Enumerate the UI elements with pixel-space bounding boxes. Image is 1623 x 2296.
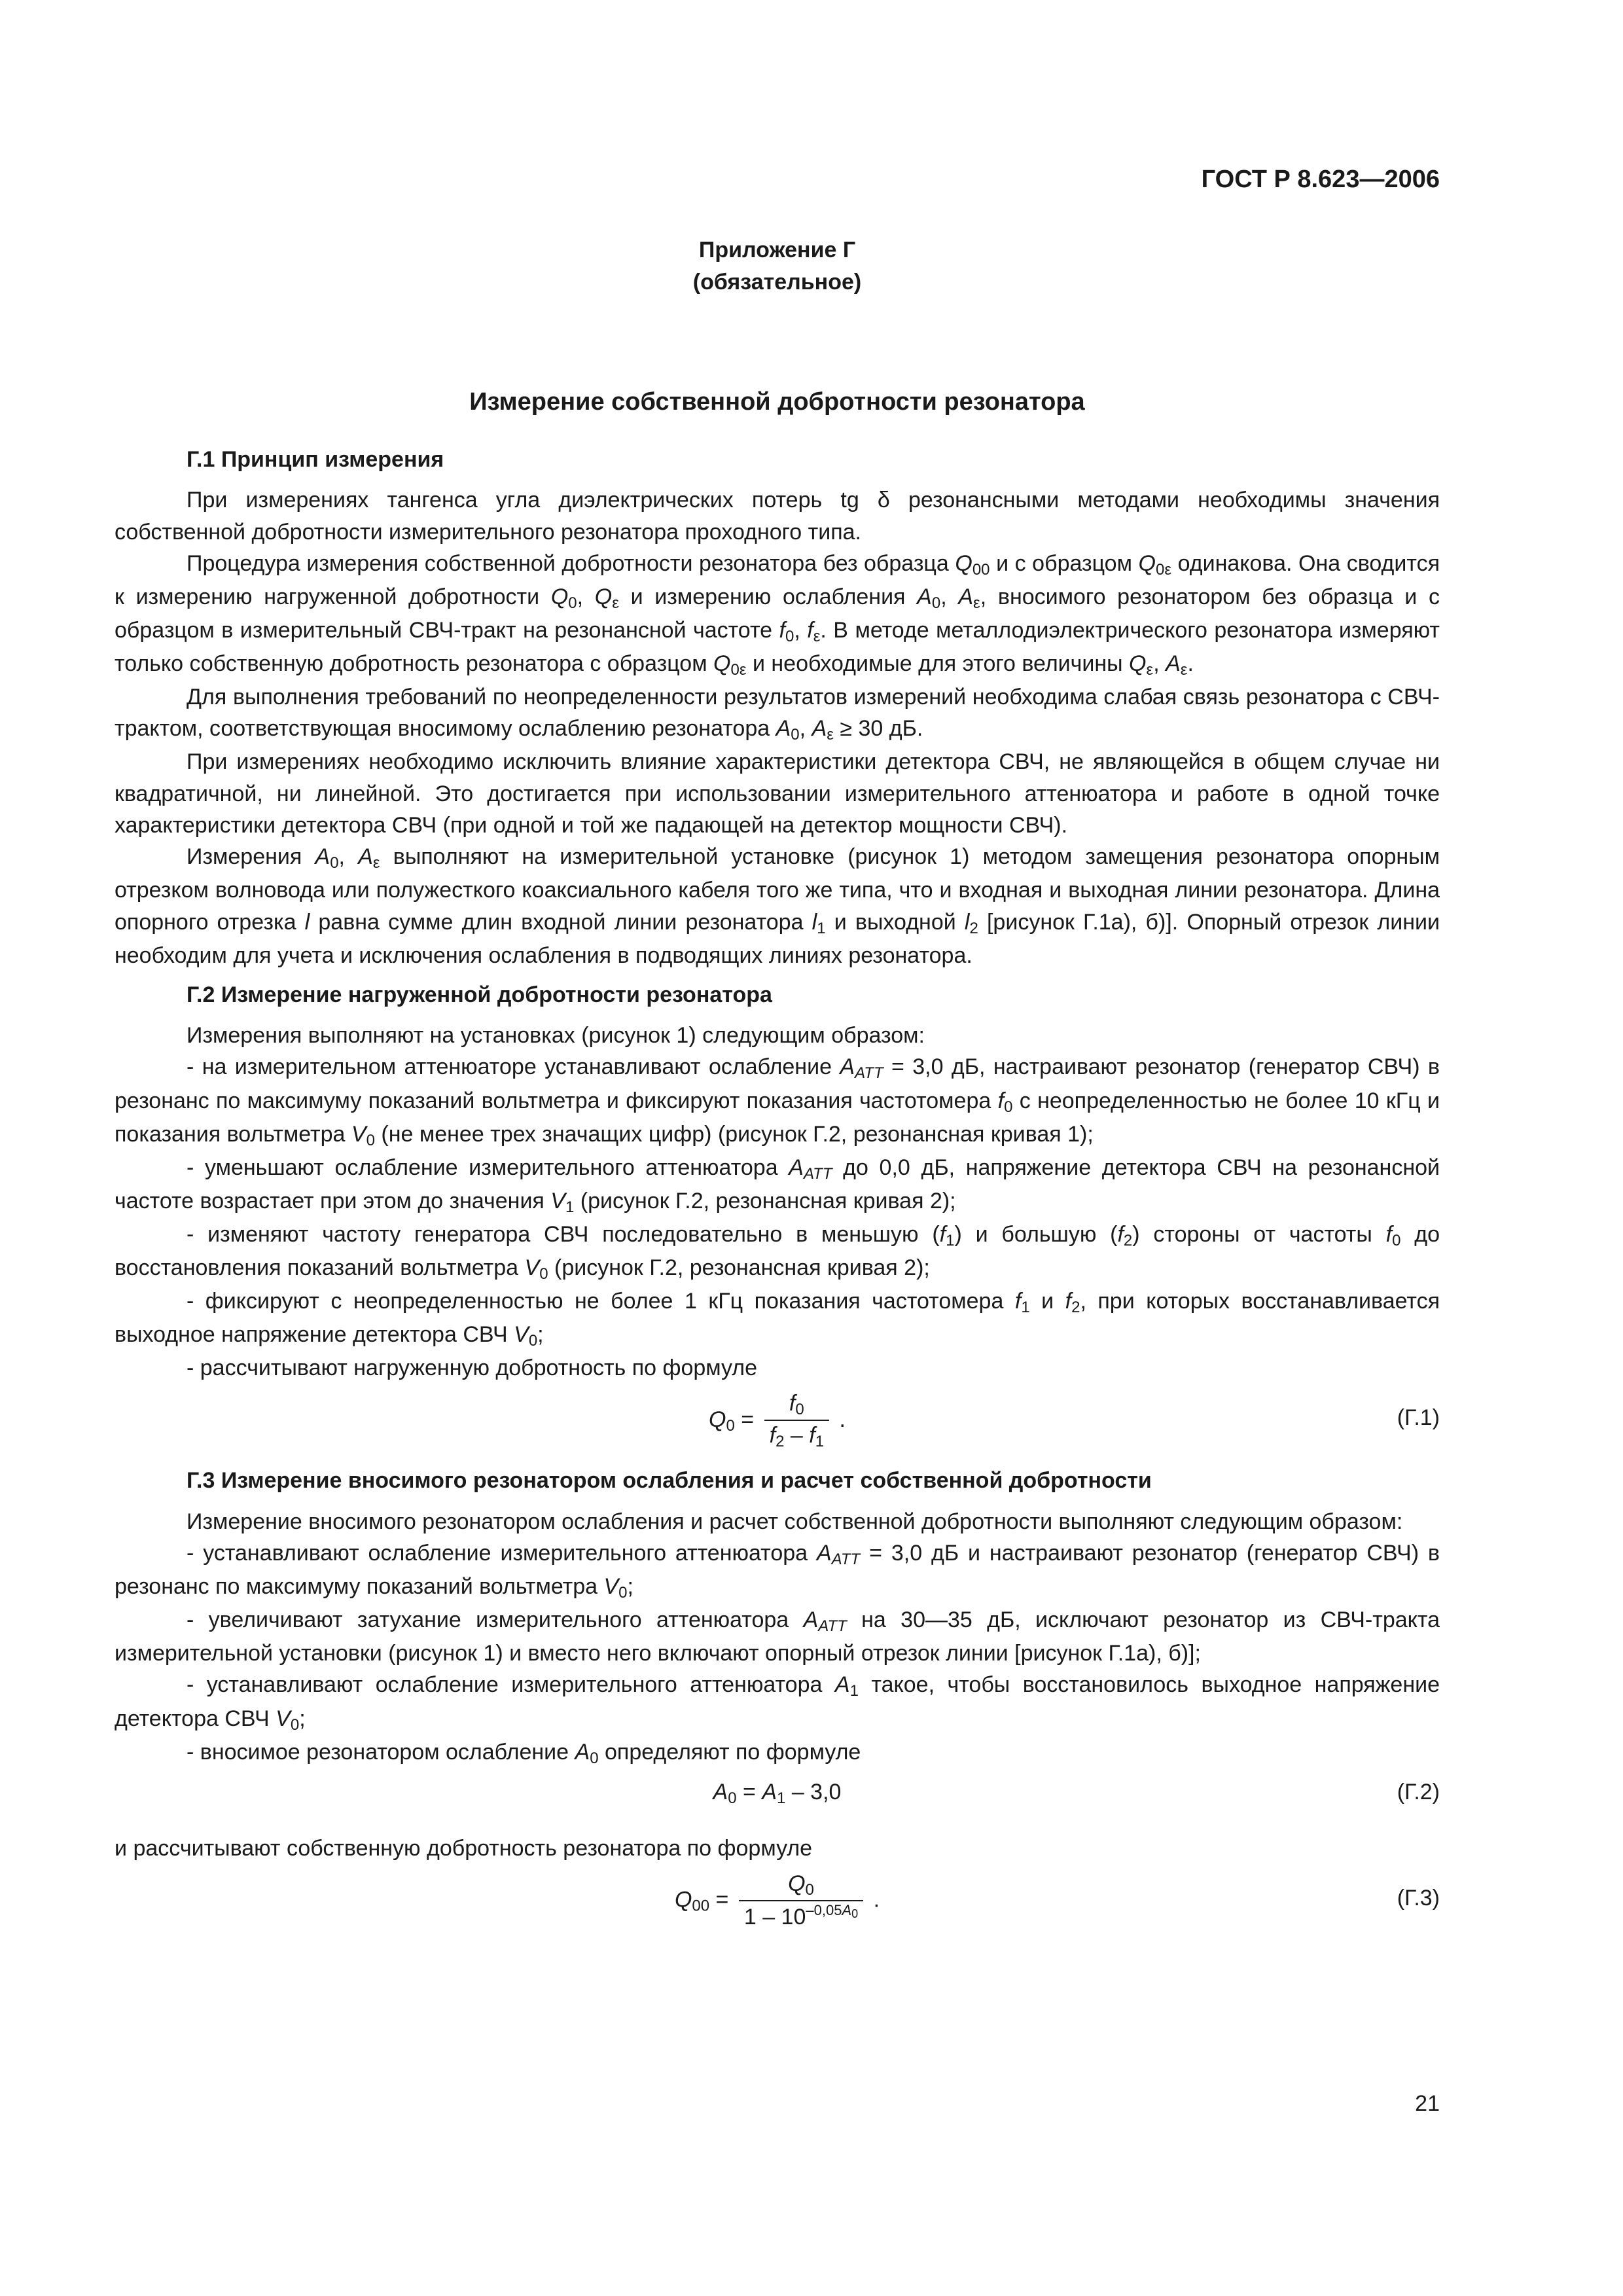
paragraph: При измерениях необходимо исключить влияние характеристики детектора СВЧ, не являющейся в общем случае ни квадратичной, ни линейной. Это достигается при использовании измерительного аттенюатора и работе в одной точке характеристики детектора СВЧ (при одной и той же падающей на детектор мощности СВЧ). (115, 749, 1440, 838)
paragraph: Для выполнения требований по неопределенности результатов измерений необходима слабая связь резонатора с СВЧ-трактом, соответствующая вносимому ослаблению резонатора $A_0$, $A_\varepsilon \ge 30$ дБ. (115, 685, 1440, 744)
paragraph: При измерениях тангенса угла диэлектрических потерь tg δ резонансными методами необходимы значения собственной добротности измерительного резонатора проходного типа. (115, 488, 1440, 545)
formula-number: (Г.1) (1397, 1405, 1440, 1431)
formula-g1 (115, 1390, 1440, 1454)
list-item: - устанавливают ослабление измерительного аттенюатора $A_{ATT} = 3,0$ дБ и настраивают резонатор (генератор СВЧ) в резонанс по максимуму показаний вольтметра $V_0$; (115, 1540, 1440, 1602)
formula-expression: $Q_0$ = $\frac{f_0}{f_2 - f_1}$ . (709, 1391, 846, 1451)
section-heading-g3: Г.3 Измерение вносимого резонатором ослабления и расчет собственной добротности (187, 1468, 1152, 1494)
list-item: - фиксируют с неопределенностью не более 1 кГц показания частотомера $f_1$ и $f_2$, при которых восстанавливается выходное напряжение детектора СВЧ $V_0$; (115, 1289, 1440, 1350)
paragraph: Измерения выполняют на установках (рисунок 1) следующим образом: (187, 1023, 925, 1049)
standard-designation: ГОСТ Р 8.623—2006 (1201, 166, 1440, 193)
document-page (115, 0, 1440, 2296)
paragraph: Измерение вносимого резонатором ослабления и расчет собственной добротности выполняют следующим образом: (187, 1509, 1403, 1534)
paragraph: Процедура измерения собственной добротности резонатора без образца $Q_{00}$ и с образцом $Q_{0\varepsilon}$ одинакова. Она сводится к измерению нагруженной добротности $Q_0$, $Q_\varepsilon$ и измерению ослабления $A_0$, $A_\varepsilon$, вносимого резонатором без образца и с образцом в измерительный СВЧ-тракт на резонансной частоте $f_0$, $f_\varepsilon$. В методе металлодиэлектрического резонатора измеряют только собственную добротность резонатора с образцом $Q_{0\varepsilon}$ и необходимые для этого величины $Q_\varepsilon$, $A_\varepsilon$. (115, 550, 1440, 679)
page-title: Измерение собственной добротности резонатора (469, 388, 1085, 416)
list-item: - устанавливают ослабление измерительного аттенюатора $A_1$ такое, чтобы восстановилось выходное напряжение детектора СВЧ $V_0$; (115, 1672, 1440, 1734)
appendix-label: Приложение Г (698, 238, 856, 262)
section-heading-g2: Г.2 Измерение нагруженной добротности резонатора (187, 982, 772, 1007)
list-item: - изменяют частоту генератора СВЧ последовательно в меньшую $(f_1)$ и большую $(f_2)$ стороны от частоты $f_0$ до восстановления показаний вольтметра $V_0$ (рисунок Г.2, резонансная кривая 2); (115, 1221, 1440, 1283)
section-heading-g1: Г.1 Принцип измерения (187, 447, 444, 472)
formula-expression: $A_0 = A_1 - 3,0$ (713, 1779, 842, 1807)
document-body (115, 436, 1440, 1945)
list-item: - уменьшают ослабление измерительного аттенюатора $A_{ATT}$ до 0,0 дБ, напряжение детектора СВЧ на резонансной частоте возрастает при этом до значения $V_1$ (рисунок Г.2, резонансная кривая 2); (115, 1155, 1440, 1216)
appendix-status: (обязательное) (692, 270, 862, 295)
list-item: - на измерительном аттенюаторе устанавливают ослабление $A_{ATT} = 3,0$ дБ, настраивают резонатор (генератор СВЧ) в резонанс по максимуму показаний вольтметра и фиксируют показания частотомера $f_0$ с неопределенностью не более 10 кГц и показания вольтметра $V_0$ (не менее трех значащих цифр) (рисунок Г.2, резонансная кривая 1); (115, 1054, 1440, 1149)
list-item: - увеличивают затухание измерительного аттенюатора $A_{ATT}$ на 30—35 дБ, исключают резонатор из СВЧ-тракта измерительной установки (рисунок 1) и вместо него включают опорный отрезок линии [рисунок Г.1а), б)]; (115, 1607, 1440, 1666)
list-item: - вносимое резонатором ослабление $A_0$ определяют по формуле (187, 1739, 861, 1767)
paragraph: и рассчитывают собственную добротность резонатора по формуле (115, 1835, 813, 1861)
appendix-heading (115, 234, 1440, 299)
formula-expression: $Q_{00}$ = $\frac{Q_0}{1 - 10^{-0,05A_0}}$ . (674, 1871, 880, 1929)
formula-g3 (115, 1871, 1440, 1935)
formula-number: (Г.2) (1397, 1779, 1440, 1804)
paragraph: Измерения $A_0$, $A_\varepsilon$ выполняют на измерительной установке (рисунок 1) методом замещения резонатора опорным отрезком волновода или полужесткого коаксиального кабеля того же типа, что и входная и выходная линии резонатора. Длина опорного отрезка l равна сумме длин входной линии резонатора $l_1$ и выходной $l_2$ [рисунок Г.1а), б)]. Опорный отрезок линии необходим для учета и исключения ослабления в подводящих линиях резонатора. (115, 844, 1440, 968)
formula-number: (Г.3) (1397, 1885, 1440, 1910)
page-number: 21 (1415, 2091, 1440, 2116)
formula-g2 (115, 1776, 1440, 1822)
list-item: - рассчитывают нагруженную добротность по формуле (187, 1355, 758, 1381)
